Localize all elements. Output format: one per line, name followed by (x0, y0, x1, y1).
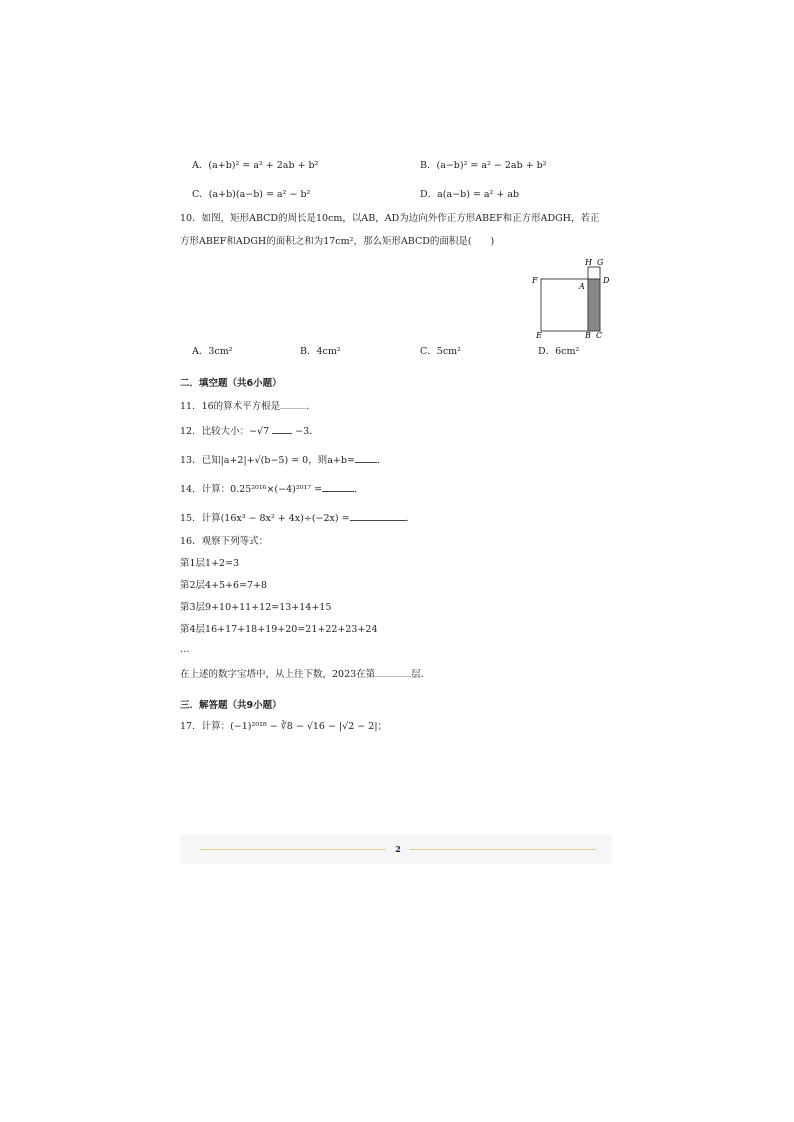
q16-question-text: 在上述的数字宝塔中，从上往下数，2023在第 (180, 669, 376, 680)
q11-end: ． (306, 401, 316, 412)
q14-answer-blank[interactable] (322, 481, 354, 492)
section3-heading: 三．解答题（共9小题） (180, 700, 282, 711)
q12-answer-blank[interactable] (272, 423, 292, 434)
q10-option-c: C．5cm² (420, 346, 461, 357)
q13-end: ． (376, 455, 387, 466)
q16-ellipsis: … (180, 644, 190, 655)
section2-heading: 二．填空题（共6小题） (180, 378, 282, 389)
q11 (180, 398, 316, 413)
q16-row-4: 第4层16+17+18+19+20=21+22+23+24 (180, 624, 378, 635)
q16-row-2: 第2层4+5+6=7+8 (180, 580, 268, 591)
q9-option-d: D．a(a−b) = a² + ab (420, 189, 520, 200)
q12-text: 12．比较大小：−√7 (180, 426, 270, 437)
footer-line-right (410, 849, 596, 850)
label-c: C (596, 331, 603, 340)
page-number: 2 (395, 844, 401, 854)
q13-answer-blank[interactable] (355, 452, 377, 463)
q16-question-end: 层． (411, 669, 431, 680)
q14-text: 14．计算：0.25²⁰¹⁶×(−4)²⁰¹⁷ = (180, 484, 323, 495)
q13 (180, 452, 386, 467)
q9-option-a: A．(a+b)² = a² + 2ab + b² (192, 160, 319, 171)
q11-text: 11．16的算术平方根是 (180, 401, 281, 412)
label-b: B (585, 331, 591, 340)
square-adgh-top (588, 267, 600, 279)
q15-text: 15．计算(16x³ − 8x² + 4x)÷(−2x) = (180, 513, 350, 524)
q17: 17．计算：(−1)²⁰¹⁸ − ∛8 − √16 − |√2 − 2|； (180, 721, 388, 732)
q15 (180, 510, 415, 525)
q10-line1: 10．如图，矩形ABCD的周长是10cm，以AB，AD为边向外作正方形ABEF和正方形ADGH，若正 (180, 213, 600, 224)
label-e: E (536, 331, 542, 340)
label-d: D (603, 276, 610, 285)
label-f: F (532, 276, 538, 285)
q11-answer-blank[interactable] (280, 398, 306, 409)
q15-end: ． (405, 513, 416, 524)
q16-row-3: 第3层9+10+11+12=13+14+15 (180, 602, 332, 613)
label-g: G (597, 258, 604, 267)
label-h: H (585, 258, 592, 267)
q16-answer-blank[interactable] (375, 666, 411, 677)
q13-text: 13．已知|a+2|+√(b−5) = 0，则a+b= (180, 455, 355, 466)
q14-end: ． (354, 484, 364, 495)
q12 (180, 423, 319, 438)
q14 (180, 481, 364, 496)
q9-option-b: B．(a−b)² = a² − 2ab + b² (420, 160, 547, 171)
q12-end: −3． (295, 426, 319, 437)
rectangle-abcd (588, 279, 600, 331)
q10-option-d: D．6cm² (538, 346, 580, 357)
q16-title: 16．观察下列等式： (180, 536, 269, 547)
q10-figure (530, 254, 620, 340)
q16-row-1: 第1层1+2=3 (180, 558, 240, 569)
footer-line-left (200, 849, 386, 850)
q9-option-c: C．(a+b)(a−b) = a² − b² (192, 189, 311, 200)
q16-question (180, 666, 430, 681)
q10-option-b: B．4cm² (300, 346, 341, 357)
q15-answer-blank[interactable] (350, 510, 406, 521)
q10-line2: 方形ABEF和ADGH的面积之和为17cm²，那么矩形ABCD的面积是( ) (180, 236, 495, 247)
label-a: A (579, 282, 585, 291)
q10-option-a: A．3cm² (192, 346, 233, 357)
